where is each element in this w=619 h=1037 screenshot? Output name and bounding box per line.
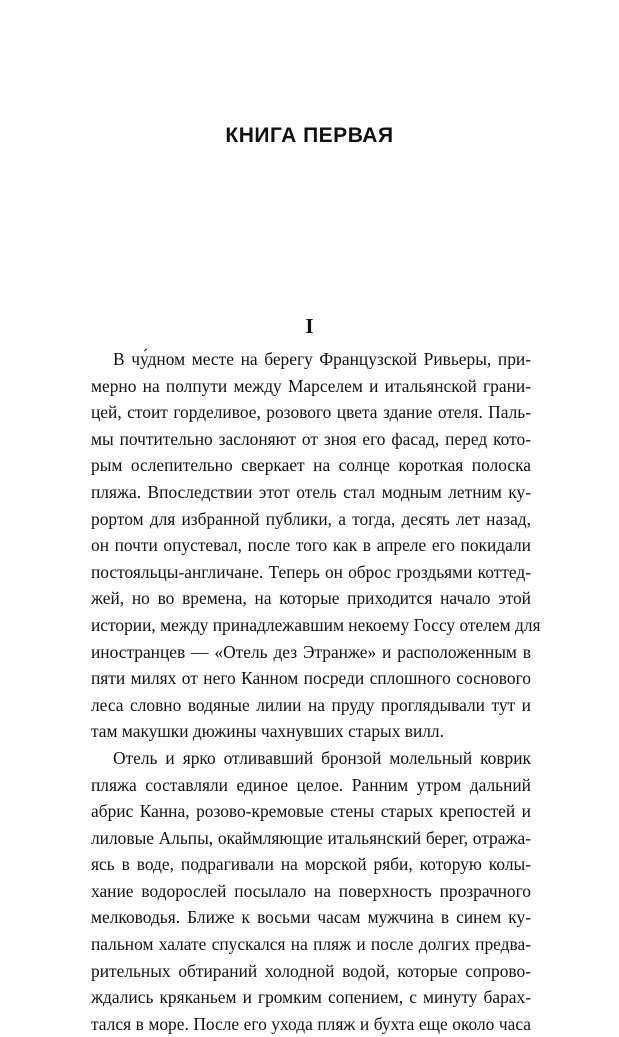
- paragraph-line: пляжа составляли единое целое. Ранним утром дальний: [91, 774, 531, 795]
- paragraph-line: мелководья. Ближе к восьми часам мужчина в синем ку-: [91, 907, 531, 928]
- paragraph-line: там макушки дюжины чахнувших старых вилл.: [91, 721, 444, 742]
- paragraph-line: цей, стоит горделивое, розового цвета здание отеля. Паль-: [91, 402, 531, 423]
- paragraph-line: ждались кряканьем и громким сопением, с минуту барах-: [91, 987, 531, 1008]
- paragraph-line: хание водорослей посылало на поверхность прозрачного: [91, 880, 531, 901]
- paragraph-line: истории, между принадлежавшим некоему Госсу отелем для: [91, 614, 541, 635]
- paragraph-line: мерно на полпути между Марселем и итальянской грани-: [91, 375, 531, 396]
- paragraph-line: пяти милях от него Канном посреди сплошного соснового: [91, 668, 531, 689]
- body-text: [91, 346, 541, 1037]
- paragraph-line: рым ослепительно сверкает на солнце короткая полоска: [91, 455, 531, 476]
- book-title: КНИГА ПЕРВАЯ: [225, 124, 394, 147]
- paragraph-line: мы почтительно заслоняют от зноя его фасад, перед кото-: [91, 428, 531, 449]
- paragraph-line: рительных обтираний холодной водой, которые сопрово-: [91, 960, 531, 981]
- paragraph-line: ясь в воде, подрагивали на морской ряби, которую колы-: [91, 854, 531, 875]
- paragraph-line: он почти опустевал, после того как в апреле его покидали: [91, 535, 531, 556]
- paragraph-line: абрис Канна, розово-кремовые стены старых крепостей и: [91, 801, 531, 822]
- paragraph-line: жей, но во времена, на которые приходится начало этой: [91, 588, 531, 609]
- paragraph-line: постояльцы-англичане. Теперь он оброс гроздьями коттед-: [91, 561, 531, 582]
- paragraph-line: рортом для избранной публики, а тогда, десять лет назад,: [91, 508, 531, 529]
- paragraph-line: тался в море. После его ухода пляж и бухта еще около часа: [91, 1013, 531, 1034]
- paragraph-line: леса словно водяные лилии на пруду проглядывали тут и: [91, 694, 531, 715]
- chapter-number: I: [305, 314, 314, 338]
- paragraph-line: иностранцев — «Отель дез Этранже» и расположенным в: [91, 641, 531, 662]
- paragraph-line: лиловые Альпы, окаймляющие итальянский берег, отража-: [91, 827, 531, 848]
- paragraph-line: пальном халате спускался на пляж и после долгих предва-: [91, 934, 531, 955]
- paragraph-line: пляжа. Впоследствии этот отель стал модным летним ку-: [91, 481, 531, 502]
- paragraph-line: В чу́дном месте на берегу Французской Ривьеры, при-: [113, 349, 531, 369]
- paragraph-line: Отель и ярко отливавший бронзой молельный коврик: [113, 747, 531, 768]
